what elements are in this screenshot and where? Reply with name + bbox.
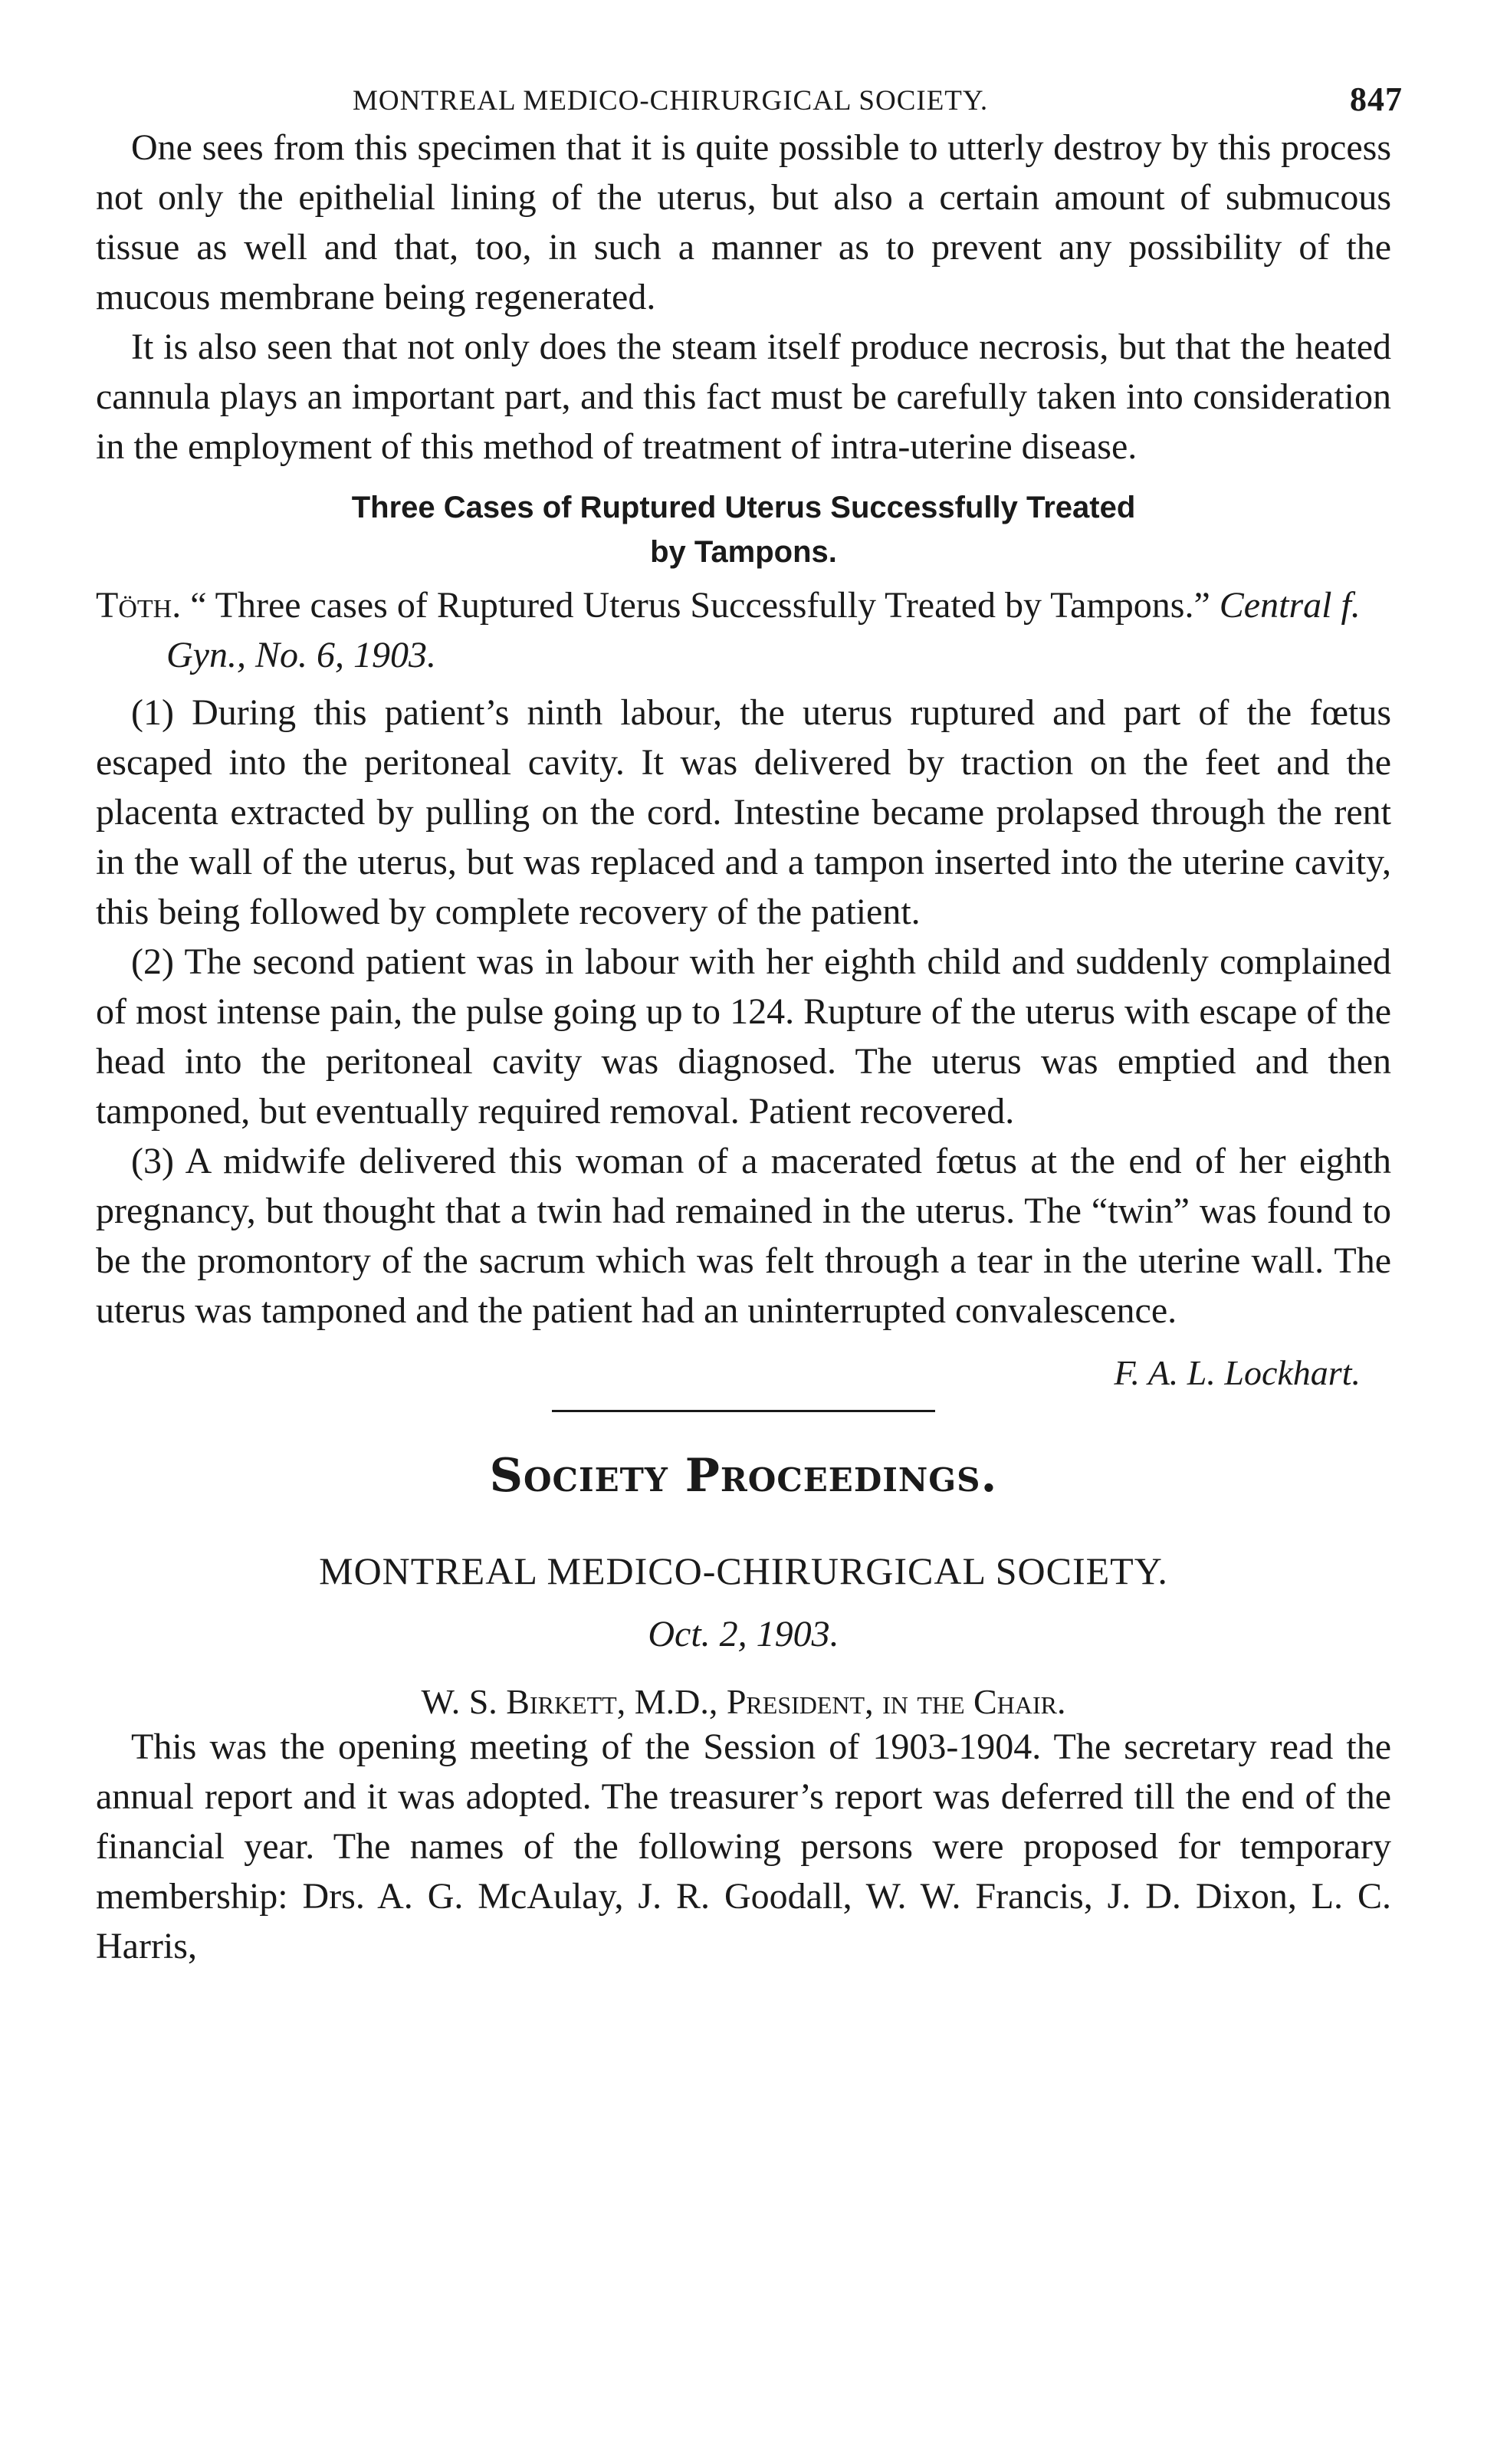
running-title: MONTREAL MEDICO-CHIRURGICAL SOCIETY. <box>353 85 989 117</box>
running-header <box>96 77 1403 123</box>
article-signature: F. A. L. Lockhart. <box>1114 1353 1361 1392</box>
case-paragraph: (1) During this patient’s ninth labour, the uterus ruptured and part of the fœtus escaped into the peritoneal cavity. It was delivered by traction on the feet and the placenta extracted by pulling on the cord. Intestine became prolapsed through the rent in the wall of the uterus, but was replaced and a tampon inserted into the uterine cavity, this being followed by complete recovery of the patient. <box>96 692 1391 932</box>
document-page <box>96 77 1403 1971</box>
society-name: MONTREAL MEDICO-CHIRURGICAL SOCIETY. <box>319 1549 1168 1592</box>
section-title: Society Proceedings. <box>489 1449 998 1503</box>
citation-author: Töth. <box>96 585 182 626</box>
citation-source: Central f. Gyn., No. 6, 1903. <box>166 585 1361 675</box>
meeting-date: Oct. 2, 1903. <box>648 1614 839 1654</box>
proceedings-paragraph: This was the opening meeting of the Session of 1903-1904. The secretary read the annual report and it was adopted. The treasurer’s report was deferred till the end of the financial year. The names of the following persons were proposed for temporary membership: Drs. A. G. McAulay, J. R. Goodall, W. W. Francis, J. D. Dixon, L. C. Harris, <box>96 1726 1391 1966</box>
intro-paragraph: It is also seen that not only does the steam itself produce necrosis, but that the heated cannula plays an important part, and this fact must be carefully taken into consideration in the employment of this method of treatment of intra-uterine disease. <box>96 327 1391 467</box>
section-divider <box>552 1410 935 1412</box>
article-heading-line: Three Cases of Ruptured Uterus Successfully Treated <box>351 491 1136 524</box>
article-citation <box>96 580 1391 680</box>
citation-title: “ Three cases of Ruptured Uterus Successfully Treated by Tampons.” <box>190 585 1210 626</box>
page-number: 847 <box>1350 80 1403 118</box>
chair-line: W. S. Birkett, M.D., President, in the Chair. <box>421 1682 1066 1721</box>
case-paragraph: (2) The second patient was in labour with her eighth child and suddenly complained of most intense pain, the pulse going up to 124. Rupture of the uterus with escape of the head into the peritoneal cavity was diagnosed. The uterus was emptied and then tamponed, but eventually required removal. Patient recovered. <box>96 941 1391 1132</box>
case-paragraph: (3) A midwife delivered this woman of a macerated fœtus at the end of her eighth pregnancy, but thought that a twin had remained in the uterus. The “twin” was found to be the promontory of the sacrum which was felt through a tear in the uterine wall. The uterus was tamponed and the patient had an uninterrupted convalescence. <box>96 1141 1391 1331</box>
article-heading-line: by Tampons. <box>650 535 837 569</box>
intro-paragraph: One sees from this specimen that it is quite possible to utterly destroy by this process not only the epithelial lining of the uterus, but also a certain amount of submucous tissue as well and that, too, in such a manner as to prevent any possibility of the mucous membrane being regenerated. <box>96 127 1391 317</box>
article-heading <box>96 485 1391 574</box>
